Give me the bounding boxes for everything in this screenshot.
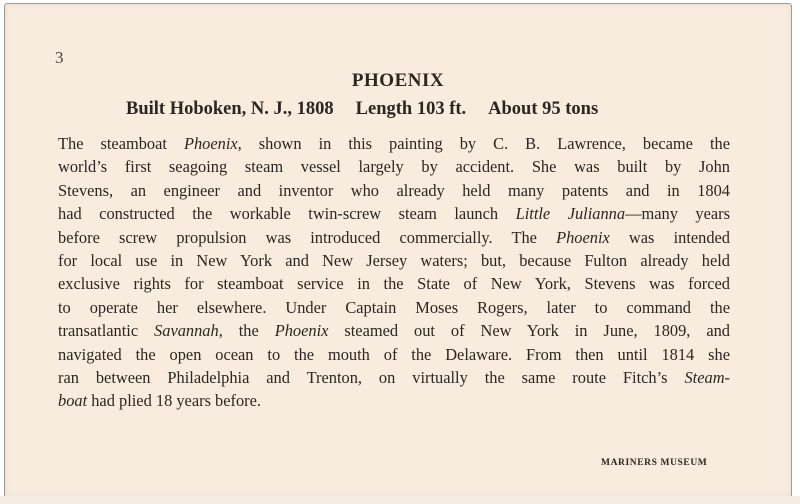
subtitle-length: Length 103 ft. xyxy=(355,99,467,119)
subtitle-tonnage: About 95 tons xyxy=(488,99,599,119)
text-line: boat had plied 18 years before. xyxy=(58,391,261,411)
text-line: transatlantic Savannah, the Phoenix steamed out of New York in June, 1809, and xyxy=(58,321,731,341)
text-line: had constructed the workable twin-screw steam launch Little Julianna—many years xyxy=(58,204,730,224)
museum-credit: MARINERS MUSEUM xyxy=(601,458,708,468)
text-line: navigated the open ocean to the mouth of the Delaware. From then until 1814 she xyxy=(58,344,730,364)
text-line: The steamboat Phoenix, shown in this painting by C. B. Lawrence, became the xyxy=(58,134,730,153)
card-title: PHOENIX xyxy=(351,70,445,91)
text-line: before screw propulsion was introduced commercially. The Phoenix was intended xyxy=(58,227,731,247)
text-line: exclusive rights for steamboat service in the State of New York, Stevens was forced xyxy=(58,274,730,294)
subtitle-built: Built Hoboken, N. J., 1808 xyxy=(126,99,334,119)
text-line: for local use in New York and New Jersey waters; but, because Fulton already held xyxy=(58,251,730,271)
text-line: ran between Philadelphia and Trenton, on virtually the same route Fitch’s Steam- xyxy=(58,368,730,388)
card-number: 3 xyxy=(55,48,64,67)
postcard-back xyxy=(4,3,792,498)
card-subtitle xyxy=(126,99,598,120)
text-line: world’s first seagoing steam vessel largely by accident. She was built by John xyxy=(58,157,730,177)
scan-bottom-edge xyxy=(0,496,800,504)
text-line: Stevens, an engineer and inventor who already held many patents and in 1804 xyxy=(58,180,730,200)
description-text xyxy=(58,132,730,413)
text-line: to operate her elsewhere. Under Captain Moses Rogers, later to command the xyxy=(58,297,730,317)
